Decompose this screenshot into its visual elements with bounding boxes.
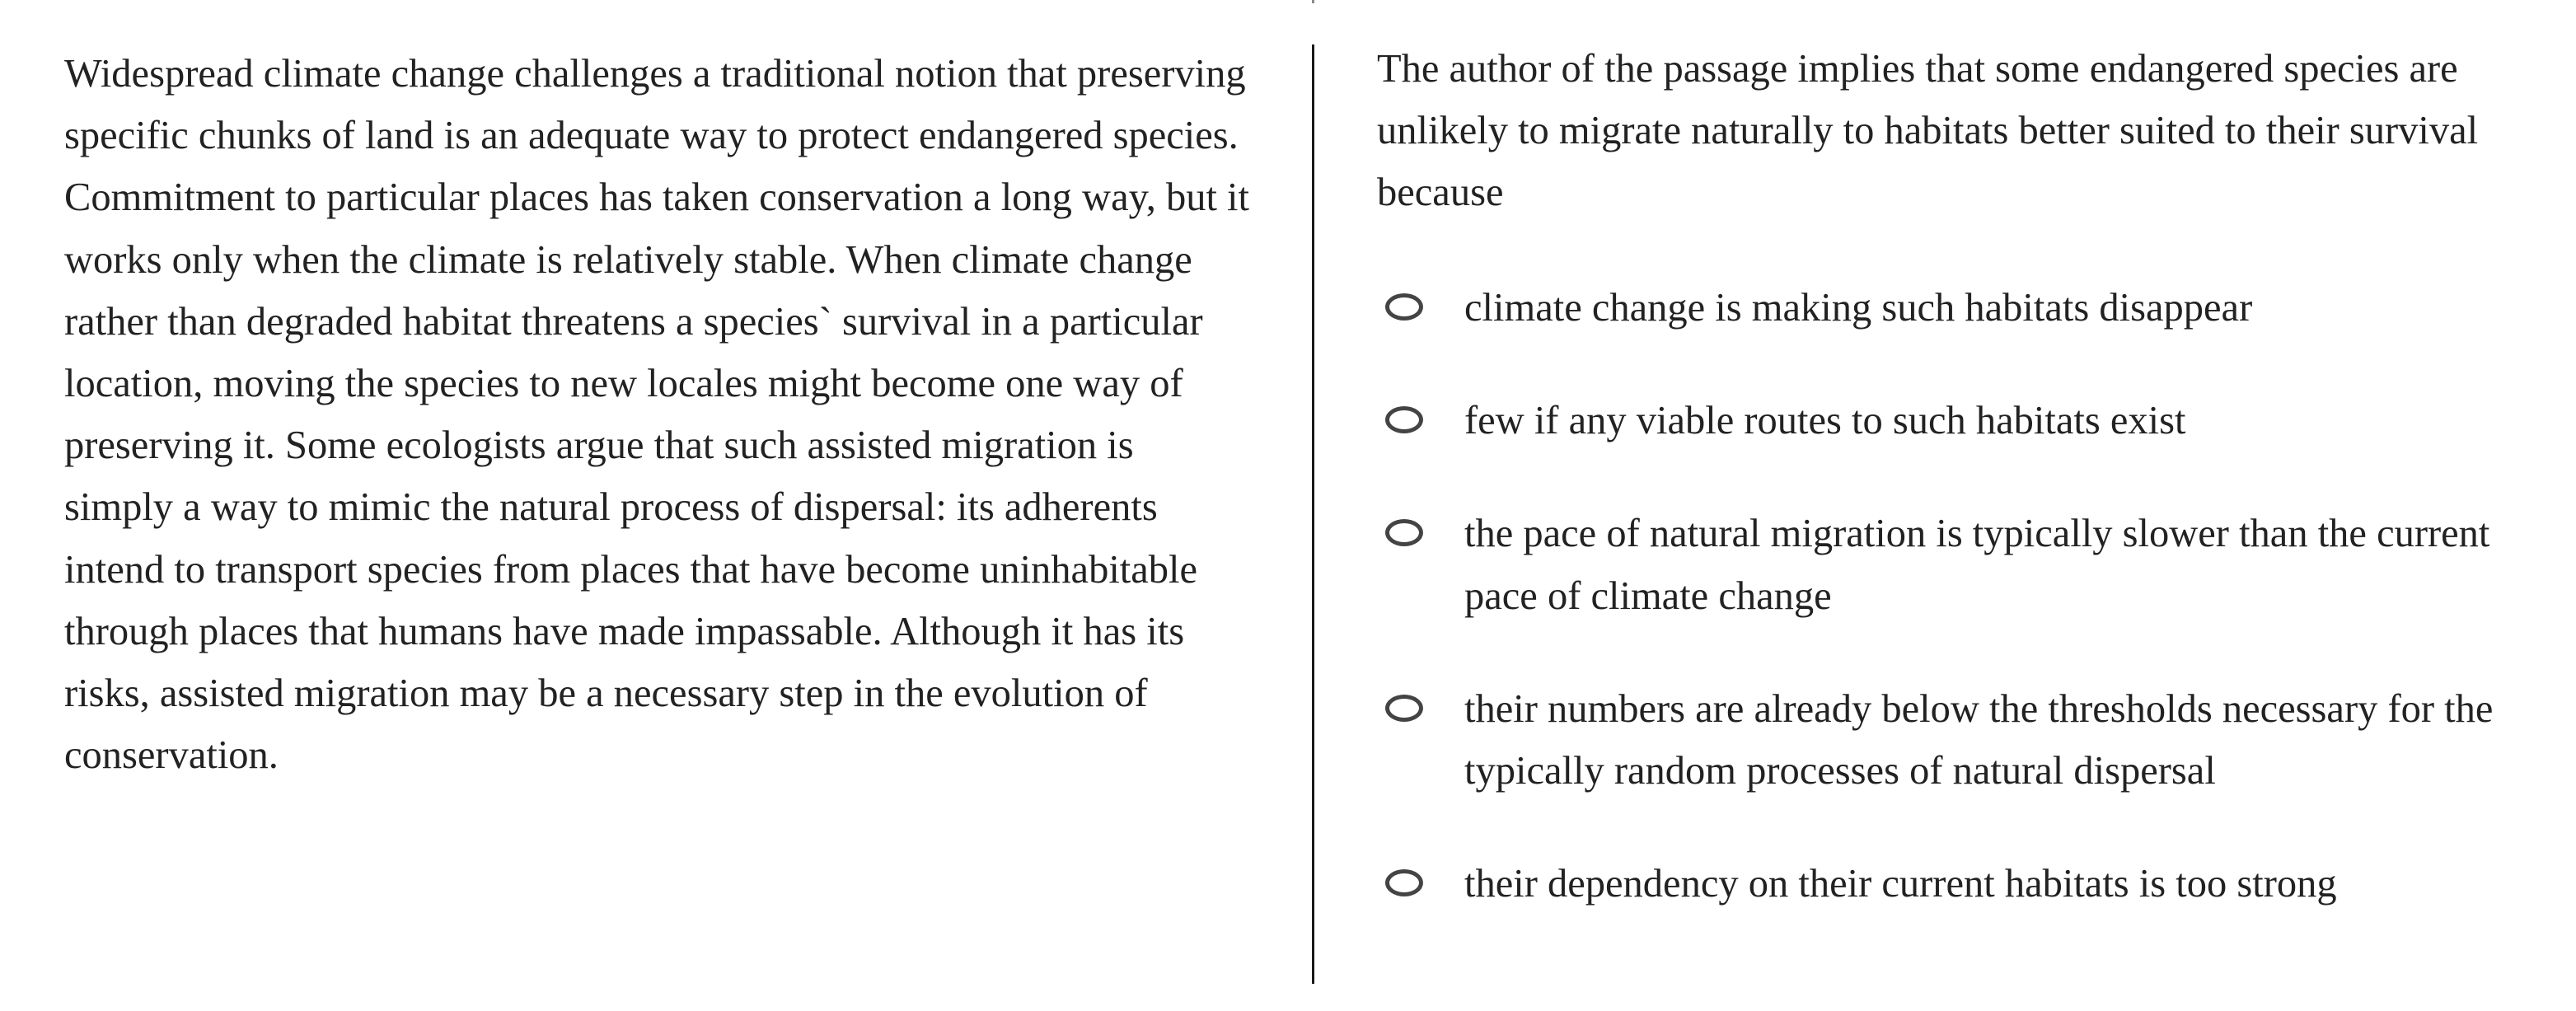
question-stem: The author of the passage implies that some endangered species are unlikely to migrate naturally to habitats better suited to their survival because (1377, 47, 2479, 215)
answer-choice-d[interactable] (1377, 678, 2547, 802)
answer-choice-label: their dependency on their current habitats is too strong (1464, 862, 2337, 906)
question-pane (1377, 38, 2547, 906)
passage-pane (64, 43, 1251, 786)
radio-unselected-icon[interactable] (1385, 695, 1423, 722)
radio-unselected-icon[interactable] (1385, 406, 1423, 433)
answer-choice-label: the pace of natural migration is typically slower than the current pace of climate change (1464, 512, 2490, 618)
divider-top-tick (1312, 0, 1314, 3)
answer-choice-label: few if any viable routes to such habitats exist (1464, 399, 2186, 443)
answer-choice-e[interactable] (1377, 853, 2547, 915)
answer-choice-label: climate change is making such habitats disappear (1464, 286, 2253, 330)
answer-choice-b[interactable] (1377, 390, 2547, 452)
answer-choices (1377, 277, 2547, 915)
pane-divider[interactable] (1312, 44, 1314, 984)
radio-unselected-icon[interactable] (1385, 519, 1423, 546)
answer-choice-label: their numbers are already below the thresholds necessary for the typically random processes of natural dispersal (1464, 686, 2494, 793)
radio-unselected-icon[interactable] (1385, 293, 1423, 321)
radio-unselected-icon[interactable] (1385, 869, 1423, 896)
answer-choice-a[interactable] (1377, 277, 2547, 339)
answer-choice-c[interactable] (1377, 503, 2547, 626)
passage-text: Widespread climate change challenges a traditional notion that preserving specific chunks of land is an adequate way to protect endangered species. Commitment to particular places has taken conservation a long way, but it works only when the climate is relatively stable. When climate change rather than degraded habitat threatens a species` survival in a particular location, moving the species to new locales might become one way of preserving it. Some ecologists argue that such assisted migration is simply a way to mimic the natural process of dispersal: its adherents intend to transport species from places that have become uninhabitable through places that humans have made impassable. Although it has its risks, assisted migration may be a necessary step in the evolution of conservation. (64, 52, 1249, 778)
